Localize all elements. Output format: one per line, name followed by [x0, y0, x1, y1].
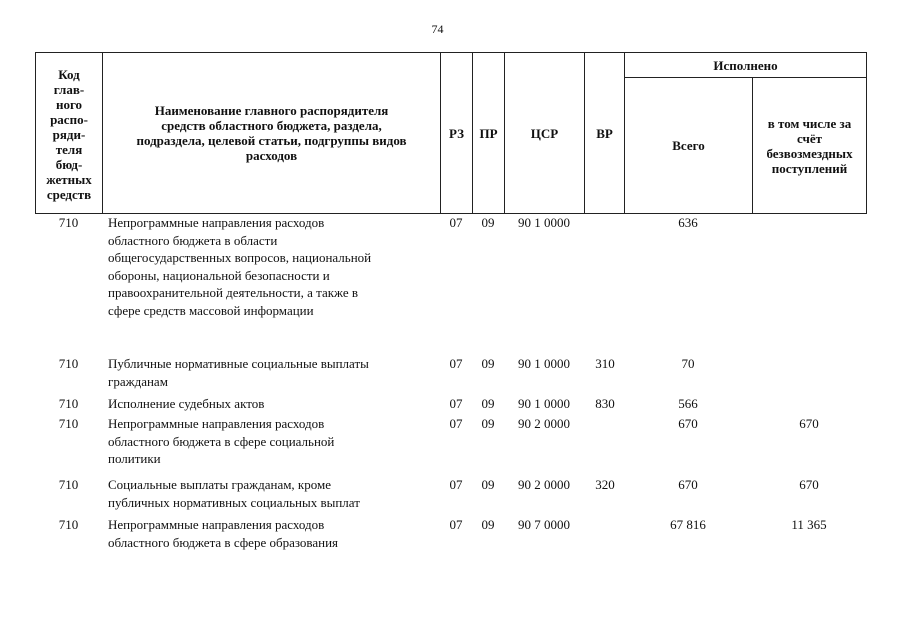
- row-rz: 07: [449, 477, 463, 492]
- row-rz: 07: [449, 215, 463, 230]
- row-free: 670: [799, 416, 819, 431]
- row-pr: 09: [481, 477, 495, 492]
- row-csr: 90 1 0000: [518, 396, 570, 411]
- row-code: 710: [58, 517, 79, 532]
- row-free: 11 365: [791, 517, 827, 532]
- header-total: Всего: [625, 78, 753, 214]
- row-total: 566: [678, 396, 698, 411]
- header-csr: ЦСР: [505, 53, 585, 214]
- row-total: 670: [678, 477, 698, 492]
- row-vr: 830: [595, 396, 615, 411]
- row-name: Исполнение судебных актов: [108, 396, 265, 411]
- header-code: Код глав- ного распо- ряди- теля бюд- жетных средств: [36, 53, 103, 214]
- row-code: 710: [58, 477, 79, 492]
- header-executed: Исполнено: [625, 53, 867, 78]
- row-name: Непрограммные направления расходов областного бюджета в области общегосударственных вопросов, национальной обороны, национальной безопасности и правоохранительной деятельности, а также в сфере средств массовой информации: [108, 215, 372, 318]
- row-code: 710: [58, 356, 79, 371]
- row-total: 636: [678, 215, 698, 230]
- header-free: в том числе за счёт безвозмездных поступлений: [753, 78, 867, 214]
- row-vr: 310: [595, 356, 615, 371]
- row-pr: 09: [481, 396, 495, 411]
- row-pr: 09: [481, 517, 495, 532]
- row-name: Непрограммные направления расходов областного бюджета в сфере социальной политики: [108, 416, 335, 466]
- row-rz: 07: [449, 356, 463, 371]
- header-pr: ПР: [473, 53, 505, 214]
- row-free: 670: [799, 477, 819, 492]
- row-code: 710: [58, 396, 79, 411]
- header-vr: ВР: [585, 53, 625, 214]
- row-total: 70: [681, 356, 695, 371]
- header-name: Наименование главного распорядителя средств областного бюджета, раздела, подраздела, целевой статьи, подгруппы видов расходов: [103, 53, 441, 214]
- row-csr: 90 7 0000: [518, 517, 570, 532]
- row-csr: 90 1 0000: [518, 215, 570, 230]
- header-rz: РЗ: [441, 53, 473, 214]
- row-pr: 09: [481, 356, 495, 371]
- row-pr: 09: [481, 416, 495, 431]
- row-rz: 07: [449, 396, 463, 411]
- table-header: [35, 52, 867, 214]
- row-rz: 07: [449, 416, 463, 431]
- row-total: 67 816: [670, 517, 706, 532]
- row-name: Непрограммные направления расходов областного бюджета в сфере образования: [108, 517, 339, 550]
- row-pr: 09: [481, 215, 495, 230]
- row-csr: 90 2 0000: [518, 416, 570, 431]
- page-number: 74: [431, 22, 444, 36]
- row-total: 670: [678, 416, 698, 431]
- row-rz: 07: [449, 517, 463, 532]
- row-name: Публичные нормативные социальные выплаты гражданам: [108, 356, 369, 389]
- row-vr: 320: [595, 477, 615, 492]
- row-csr: 90 2 0000: [518, 477, 570, 492]
- row-code: 710: [58, 416, 79, 431]
- row-name: Социальные выплаты гражданам, кроме публичных нормативных социальных выплат: [108, 477, 360, 510]
- row-code: 710: [58, 215, 79, 230]
- row-csr: 90 1 0000: [518, 356, 570, 371]
